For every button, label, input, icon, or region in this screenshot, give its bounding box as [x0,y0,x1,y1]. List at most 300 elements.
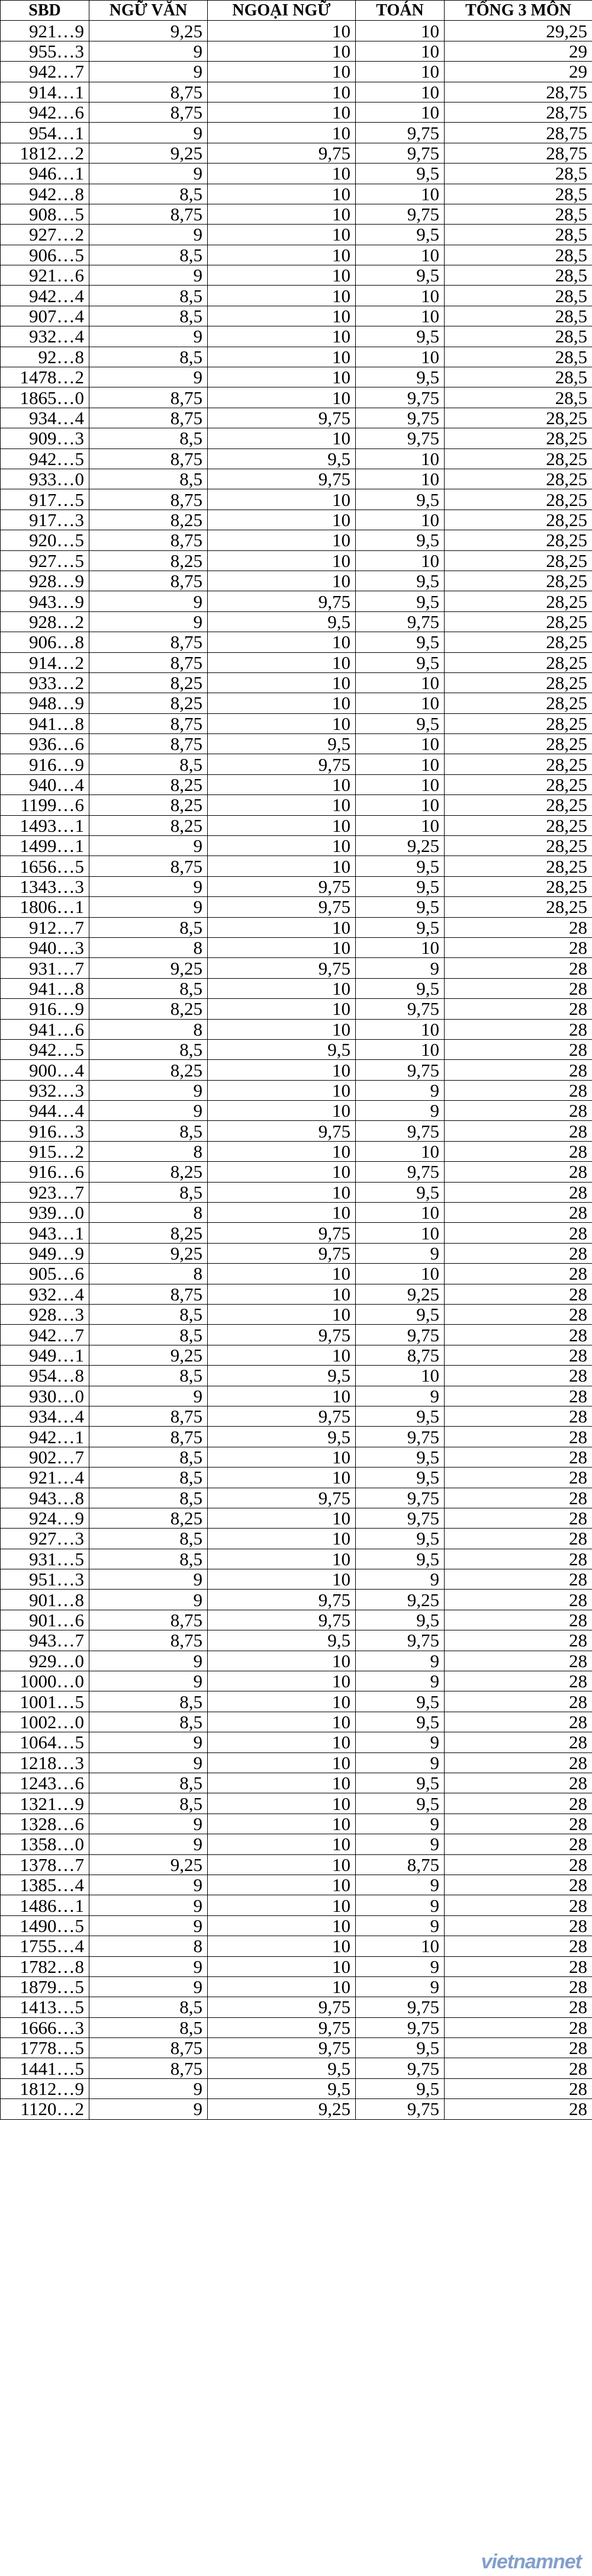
cell-sbd: 934…4 [1,1406,89,1426]
cell-tong: 28 [445,1834,592,1854]
cell-sbd: 1218…3 [1,1752,89,1773]
cell-ngoai-ngu: 10 [208,1284,356,1304]
cell-ngoai-ngu: 10 [208,1732,356,1752]
cell-ngu-van: 8,75 [89,408,208,428]
cell-ngu-van: 8,5 [89,469,208,489]
cell-sbd: 948…9 [1,693,89,713]
cell-tong: 28 [445,1223,592,1243]
table-row [1,1101,592,1121]
cell-sbd: 942…6 [1,102,89,122]
cell-toan: 9,75 [356,143,445,163]
cell-toan: 10 [356,1141,445,1161]
header-ngu-van: NGỮ VĂN [89,1,208,21]
cell-sbd: 942…4 [1,286,89,306]
cell-sbd: 1812…2 [1,143,89,163]
cell-toan: 9,5 [356,978,445,998]
cell-ngu-van: 8 [89,1019,208,1039]
cell-toan: 9,5 [356,632,445,652]
table-row [1,265,592,286]
cell-sbd: 927…3 [1,1529,89,1549]
cell-sbd: 942…1 [1,1427,89,1447]
cell-toan: 10 [356,734,445,754]
cell-ngu-van: 8 [89,937,208,957]
cell-sbd: 955…3 [1,41,89,61]
cell-sbd: 1812…9 [1,2078,89,2098]
cell-ngoai-ngu: 10 [208,245,356,265]
cell-sbd: 1490…5 [1,1915,89,1936]
cell-ngoai-ngu: 9,75 [208,408,356,428]
cell-toan: 10 [356,102,445,122]
cell-toan: 9,75 [356,1488,445,1508]
cell-ngoai-ngu: 10 [208,1712,356,1732]
cell-tong: 28,25 [445,469,592,489]
cell-ngu-van: 8,75 [89,448,208,469]
cell-toan: 9 [356,1386,445,1406]
table-row [1,367,592,387]
cell-sbd: 927…5 [1,550,89,571]
cell-tong: 28 [445,1549,592,1569]
table-row [1,632,592,652]
cell-tong: 28 [445,1141,592,1161]
cell-toan: 9,25 [356,1284,445,1304]
table-row [1,1854,592,1875]
cell-ngoai-ngu: 10 [208,1671,356,1691]
cell-toan: 10 [356,82,445,102]
cell-toan: 9,75 [356,1427,445,1447]
table-row [1,1141,592,1161]
cell-ngoai-ngu: 9,75 [208,876,356,896]
table-row [1,164,592,184]
cell-ngoai-ngu: 10 [208,204,356,224]
cell-sbd: 942…7 [1,62,89,82]
cell-ngu-van: 8,75 [89,102,208,122]
cell-ngoai-ngu: 9,5 [208,734,356,754]
cell-sbd: 916…9 [1,754,89,774]
cell-ngoai-ngu: 9,75 [208,469,356,489]
cell-ngu-van: 9 [89,123,208,143]
cell-toan: 9,5 [356,1305,445,1325]
cell-sbd: 942…5 [1,1039,89,1059]
cell-toan: 9,5 [356,897,445,917]
cell-sbd: 936…6 [1,734,89,754]
cell-toan: 8,75 [356,1345,445,1365]
cell-toan: 9,75 [356,1325,445,1345]
cell-tong: 28 [445,1732,592,1752]
cell-ngu-van: 9,25 [89,958,208,978]
table-row [1,1773,592,1793]
cell-tong: 28,25 [445,550,592,571]
cell-ngoai-ngu: 10 [208,937,356,957]
cell-ngoai-ngu: 10 [208,917,356,937]
cell-toan: 9,5 [356,713,445,733]
cell-toan: 9,5 [356,1712,445,1732]
cell-tong: 28 [445,1039,592,1059]
cell-ngu-van: 8,25 [89,774,208,794]
table-row [1,387,592,408]
cell-ngu-van: 9 [89,1915,208,1936]
table-row [1,1651,592,1671]
cell-toan: 9 [356,1895,445,1915]
cell-tong: 28 [445,917,592,937]
cell-tong: 28 [445,1488,592,1508]
cell-tong: 28 [445,999,592,1019]
cell-ngu-van: 8,25 [89,1508,208,1528]
table-row [1,1345,592,1365]
cell-toan: 9,75 [356,123,445,143]
cell-tong: 28 [445,1182,592,1202]
cell-tong: 28 [445,2058,592,2078]
cell-ngoai-ngu: 10 [208,184,356,204]
cell-ngu-van: 9 [89,1671,208,1691]
cell-sbd: 920…5 [1,530,89,550]
cell-toan: 10 [356,795,445,815]
table-row [1,1895,592,1915]
cell-sbd: 943…9 [1,591,89,611]
cell-ngu-van: 8,5 [89,1691,208,1712]
cell-tong: 28 [445,937,592,957]
cell-ngoai-ngu: 10 [208,530,356,550]
cell-toan: 9,5 [356,1468,445,1488]
cell-tong: 28 [445,1121,592,1141]
cell-ngoai-ngu: 10 [208,326,356,347]
cell-toan: 9,5 [356,1610,445,1630]
cell-sbd: 931…5 [1,1549,89,1569]
table-row [1,1732,592,1752]
cell-tong: 28 [445,1529,592,1549]
table-row [1,510,592,530]
cell-sbd: 1378…7 [1,1854,89,1875]
cell-tong: 28 [445,2099,592,2119]
cell-ngoai-ngu: 10 [208,1936,356,1956]
cell-ngoai-ngu: 10 [208,672,356,693]
cell-tong: 28 [445,1875,592,1895]
cell-ngu-van: 9 [89,1101,208,1121]
cell-sbd: 942…8 [1,184,89,204]
cell-sbd: 943…1 [1,1223,89,1243]
table-row [1,1162,592,1182]
cell-tong: 28 [445,1691,592,1712]
cell-ngoai-ngu: 10 [208,347,356,367]
cell-toan: 10 [356,306,445,326]
cell-tong: 28 [445,1427,592,1447]
cell-ngu-van: 9 [89,41,208,61]
cell-ngu-van: 8,75 [89,530,208,550]
table-row [1,1284,592,1304]
table-row [1,1549,592,1569]
cell-ngoai-ngu: 10 [208,1019,356,1039]
cell-toan: 10 [356,286,445,306]
cell-ngu-van: 9 [89,1875,208,1895]
cell-toan: 9,5 [356,1793,445,1814]
cell-ngu-van: 8,5 [89,1793,208,1814]
table-row [1,2078,592,2098]
cell-toan: 10 [356,510,445,530]
cell-tong: 28,25 [445,897,592,917]
cell-sbd: 927…2 [1,225,89,245]
table-row [1,225,592,245]
cell-ngoai-ngu: 10 [208,1162,356,1182]
cell-tong: 28 [445,1101,592,1121]
cell-ngoai-ngu: 10 [208,1814,356,1834]
cell-tong: 28 [445,1468,592,1488]
cell-ngu-van: 8,5 [89,347,208,367]
cell-ngoai-ngu: 9,5 [208,1366,356,1386]
cell-sbd: 1120…2 [1,2099,89,2119]
watermark-logo: vietnamnet [481,2551,581,2573]
cell-ngu-van: 9 [89,265,208,286]
cell-ngu-van: 8,75 [89,1284,208,1304]
cell-toan: 10 [356,469,445,489]
cell-tong: 28,5 [445,367,592,387]
table-row [1,999,592,1019]
cell-toan: 9,75 [356,1162,445,1182]
cell-sbd: 923…7 [1,1182,89,1202]
cell-ngu-van: 8,75 [89,489,208,510]
cell-tong: 28 [445,1569,592,1590]
cell-tong: 29,25 [445,21,592,41]
cell-sbd: 1879…5 [1,1976,89,1997]
cell-ngu-van: 9 [89,1895,208,1915]
cell-ngoai-ngu: 10 [208,489,356,510]
cell-tong: 28 [445,958,592,978]
cell-tong: 28 [445,1019,592,1039]
cell-ngoai-ngu: 9,75 [208,1406,356,1426]
cell-toan: 9 [356,958,445,978]
cell-sbd: 905…6 [1,1264,89,1284]
cell-toan: 9,75 [356,2099,445,2119]
cell-tong: 28 [445,1243,592,1263]
cell-ngu-van: 9 [89,62,208,82]
cell-ngu-van: 8,5 [89,1182,208,1202]
cell-toan: 9,5 [356,856,445,876]
cell-tong: 28 [445,1671,592,1691]
cell-ngoai-ngu: 9,75 [208,1243,356,1263]
table-row [1,1406,592,1426]
cell-tong: 28 [445,1366,592,1386]
table-row [1,652,592,672]
cell-ngu-van: 8,5 [89,1529,208,1549]
table-row [1,2017,592,2037]
cell-ngoai-ngu: 10 [208,62,356,82]
table-row [1,550,592,571]
cell-toan: 9 [356,1651,445,1671]
cell-ngoai-ngu: 9,5 [208,2078,356,2098]
cell-sbd: 934…4 [1,408,89,428]
cell-toan: 9,5 [356,164,445,184]
cell-tong: 28,25 [445,408,592,428]
cell-tong: 28 [445,1814,592,1834]
cell-sbd: 954…1 [1,123,89,143]
cell-tong: 28,5 [445,326,592,347]
table-row [1,82,592,102]
cell-toan: 9,5 [356,489,445,510]
cell-toan: 9 [356,1956,445,1976]
cell-tong: 28 [445,1610,592,1630]
cell-tong: 28,25 [445,693,592,713]
cell-ngoai-ngu: 10 [208,21,356,41]
cell-ngu-van: 9 [89,611,208,632]
cell-ngoai-ngu: 10 [208,1468,356,1488]
cell-toan: 9,5 [356,2078,445,2098]
cell-toan: 10 [356,1366,445,1386]
table-row [1,1264,592,1284]
table-row [1,795,592,815]
cell-ngoai-ngu: 10 [208,999,356,1019]
cell-toan: 9,5 [356,265,445,286]
table-row [1,1019,592,1039]
cell-ngoai-ngu: 10 [208,1956,356,1976]
cell-toan: 9,75 [356,428,445,448]
table-row [1,1305,592,1325]
cell-ngu-van: 8,5 [89,917,208,937]
cell-ngoai-ngu: 10 [208,978,356,998]
cell-ngoai-ngu: 10 [208,1203,356,1223]
cell-sbd: 1778…5 [1,2038,89,2058]
cell-ngu-van: 9,25 [89,1854,208,1875]
cell-ngu-van: 8,5 [89,978,208,998]
table-row [1,347,592,367]
table-row [1,448,592,469]
table-row [1,21,592,41]
cell-ngu-van: 8,25 [89,1060,208,1080]
cell-ngu-van: 9 [89,1590,208,1610]
cell-sbd: 1002…0 [1,1712,89,1732]
cell-ngu-van: 8,25 [89,1162,208,1182]
cell-ngoai-ngu: 10 [208,1875,356,1895]
cell-tong: 28,25 [445,652,592,672]
cell-tong: 28,25 [445,713,592,733]
cell-toan: 9,5 [356,1691,445,1712]
cell-ngoai-ngu: 9,5 [208,1630,356,1651]
cell-ngu-van: 8,5 [89,286,208,306]
cell-sbd: 1499…1 [1,836,89,856]
cell-toan: 9,5 [356,1182,445,1202]
table-row [1,1366,592,1386]
cell-ngoai-ngu: 9,75 [208,591,356,611]
cell-sbd: 906…5 [1,245,89,265]
table-row [1,41,592,61]
cell-tong: 28,5 [445,245,592,265]
cell-sbd: 940…4 [1,774,89,794]
cell-ngu-van: 8,75 [89,632,208,652]
cell-tong: 28 [445,1956,592,1976]
cell-tong: 28 [445,1508,592,1528]
cell-sbd: 932…4 [1,1284,89,1304]
cell-sbd: 914…2 [1,652,89,672]
cell-tong: 28 [445,1976,592,1997]
cell-toan: 9,75 [356,387,445,408]
cell-toan: 9,75 [356,1630,445,1651]
cell-ngu-van: 9 [89,1956,208,1976]
cell-ngoai-ngu: 9,25 [208,2099,356,2119]
table-row [1,286,592,306]
table-row [1,1956,592,1976]
cell-ngoai-ngu: 10 [208,1834,356,1854]
cell-tong: 28,75 [445,82,592,102]
table-row [1,1712,592,1732]
table-row [1,1630,592,1651]
cell-sbd: 1199…6 [1,795,89,815]
cell-ngu-van: 9 [89,876,208,896]
cell-tong: 28,5 [445,184,592,204]
cell-ngu-van: 8,5 [89,1488,208,1508]
cell-ngoai-ngu: 10 [208,632,356,652]
cell-sbd: 1493…1 [1,815,89,835]
cell-toan: 10 [356,774,445,794]
cell-toan: 10 [356,62,445,82]
table-row [1,530,592,550]
cell-ngoai-ngu: 10 [208,102,356,122]
cell-toan: 10 [356,245,445,265]
cell-ngoai-ngu: 10 [208,1080,356,1100]
cell-ngu-van: 8,5 [89,1121,208,1141]
cell-tong: 28 [445,1895,592,1915]
cell-ngu-van: 8 [89,1936,208,1956]
cell-toan: 9,5 [356,591,445,611]
table-row [1,326,592,347]
cell-sbd: 931…7 [1,958,89,978]
cell-sbd: 943…8 [1,1488,89,1508]
cell-ngoai-ngu: 10 [208,286,356,306]
cell-sbd: 1328…6 [1,1814,89,1834]
cell-sbd: 917…3 [1,510,89,530]
cell-tong: 28,75 [445,102,592,122]
cell-ngoai-ngu: 10 [208,510,356,530]
cell-tong: 28,25 [445,510,592,530]
cell-toan: 9 [356,1101,445,1121]
cell-sbd: 932…4 [1,326,89,347]
cell-ngu-van: 8,5 [89,1325,208,1345]
cell-toan: 10 [356,1019,445,1039]
cell-sbd: 901…6 [1,1610,89,1630]
cell-ngoai-ngu: 10 [208,1895,356,1915]
cell-ngoai-ngu: 10 [208,1915,356,1936]
cell-toan: 9,25 [356,836,445,856]
cell-ngoai-ngu: 9,5 [208,1427,356,1447]
cell-ngu-van: 8,75 [89,82,208,102]
cell-tong: 28,5 [445,164,592,184]
table-row [1,693,592,713]
cell-tong: 28 [445,1264,592,1284]
cell-tong: 28,25 [445,591,592,611]
cell-toan: 9 [356,1752,445,1773]
cell-tong: 28,25 [445,448,592,469]
cell-toan: 9,75 [356,2017,445,2037]
cell-ngoai-ngu: 10 [208,856,356,876]
cell-ngoai-ngu: 9,75 [208,958,356,978]
cell-toan: 9,5 [356,1549,445,1569]
cell-ngoai-ngu: 10 [208,1386,356,1406]
table-row [1,1427,592,1447]
cell-toan: 10 [356,1203,445,1223]
cell-toan: 9,5 [356,1406,445,1426]
table-row [1,1671,592,1691]
cell-toan: 10 [356,448,445,469]
cell-toan: 10 [356,1264,445,1284]
cell-ngu-van: 8 [89,1264,208,1284]
table-row [1,1468,592,1488]
cell-ngoai-ngu: 10 [208,1854,356,1875]
cell-toan: 10 [356,1223,445,1243]
header-row [1,1,592,21]
cell-tong: 28,25 [445,876,592,896]
cell-ngu-van: 8,5 [89,1773,208,1793]
cell-sbd: 944…4 [1,1101,89,1121]
cell-ngu-van: 8,75 [89,2038,208,2058]
cell-ngu-van: 9 [89,1386,208,1406]
cell-ngu-van: 8,25 [89,1223,208,1243]
cell-tong: 28 [445,2078,592,2098]
